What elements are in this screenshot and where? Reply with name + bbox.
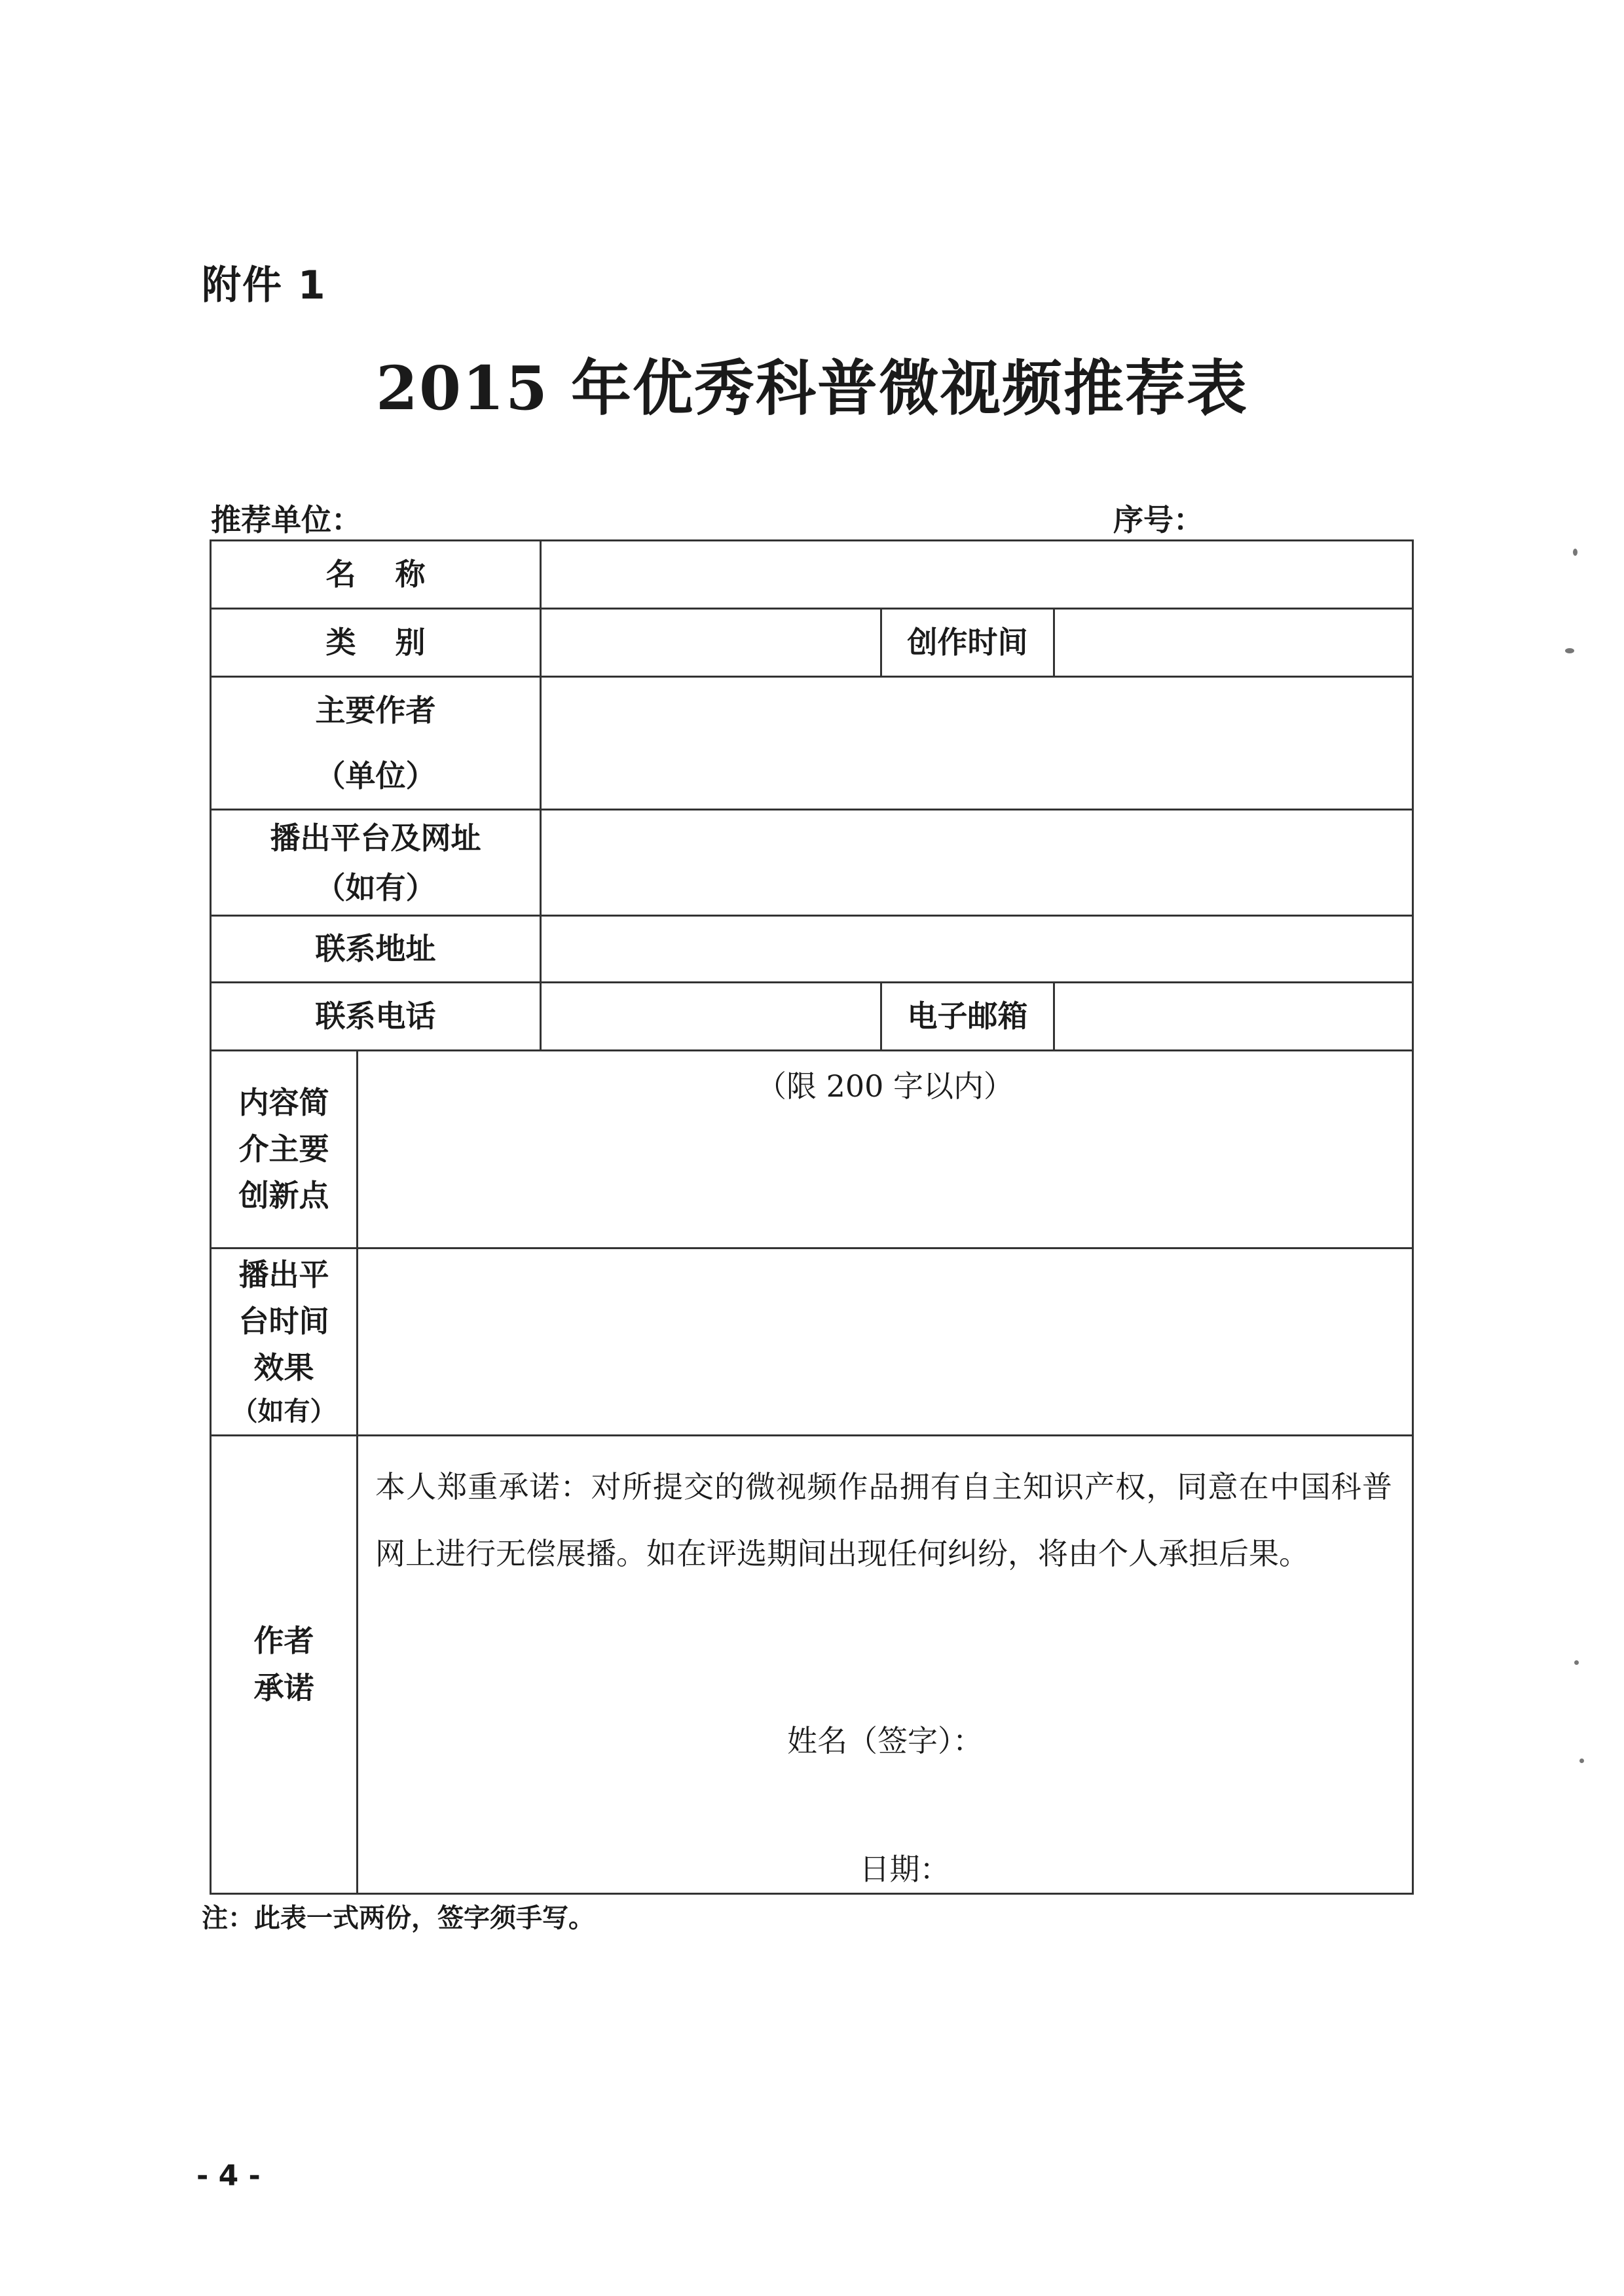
recommendation-form-table [210, 539, 1414, 1895]
pledge-text: 本人郑重承诺：对所提交的微视频作品拥有自主知识产权，同意在中国科普网上进行无偿展播。如在评选期间出现任何纠纷，将由个人承担后果。 [375, 1469, 1392, 1571]
document-title: 2015 年优秀科普微视频推荐表 [375, 353, 1249, 424]
category-label: 类别 [211, 609, 541, 677]
attachment-label: 附件 1 [202, 263, 327, 308]
signature-label: 姓名（签字）： [787, 1723, 983, 1758]
category-field[interactable] [541, 609, 881, 677]
broadcast-line-2: 台时间 [238, 1303, 329, 1339]
row-broadcast [211, 1248, 1413, 1436]
intro-line-1: 内容简 [238, 1084, 329, 1120]
contact-phone-field[interactable] [541, 983, 881, 1051]
row-contact-address [211, 916, 1413, 983]
pledge-label [211, 1436, 358, 1894]
platform-url-field[interactable] [541, 810, 1413, 916]
row-platform [211, 810, 1413, 916]
broadcast-label [211, 1248, 358, 1436]
row-name [211, 541, 1413, 609]
creation-time-label: 创作时间 [881, 609, 1054, 677]
intro-field[interactable] [358, 1051, 1413, 1248]
platform-url-label [211, 810, 541, 916]
row-category [211, 609, 1413, 677]
name-field[interactable] [541, 541, 1413, 609]
broadcast-line-1: 播出平 [238, 1256, 329, 1292]
footnote: 注：此表一式两份，签字须手写。 [202, 1903, 595, 1933]
intro-line-3: 创新点 [238, 1178, 329, 1214]
pledge-line-2: 承诺 [253, 1669, 314, 1705]
main-author-label [211, 677, 541, 810]
scan-speck [1573, 549, 1578, 556]
name-label: 名称 [211, 541, 541, 609]
main-author-field[interactable] [541, 677, 1413, 810]
pledge-line-1: 作者 [253, 1623, 314, 1659]
main-author-text: 主要作者 [315, 693, 436, 728]
contact-address-label: 联系地址 [211, 916, 541, 983]
row-pledge [211, 1436, 1413, 1894]
scan-speck [1574, 1660, 1579, 1665]
broadcast-if-any: （如有） [231, 1396, 337, 1427]
pledge-field [358, 1436, 1413, 1894]
broadcast-field[interactable] [358, 1248, 1413, 1436]
contact-phone-label: 联系电话 [211, 983, 541, 1051]
row-main-author [211, 677, 1413, 810]
recommend-unit-label: 推荐单位： [211, 502, 361, 538]
serial-number-label: 序号： [1113, 502, 1204, 538]
creation-time-field[interactable] [1054, 609, 1413, 677]
intro-line-2: 介主要 [238, 1131, 329, 1167]
scan-speck [1579, 1758, 1584, 1763]
row-contact-phone [211, 983, 1413, 1051]
intro-limit-note: （限 200 字以内） [756, 1068, 1014, 1104]
contact-address-field[interactable] [541, 916, 1413, 983]
email-field[interactable] [1054, 983, 1413, 1051]
intro-label [211, 1051, 358, 1248]
author-unit-text: （单位） [315, 758, 436, 793]
broadcast-line-3: 效果 [253, 1350, 314, 1386]
row-intro [211, 1051, 1413, 1248]
platform-url-text: 播出平台及网址 [270, 820, 481, 856]
email-label: 电子邮箱 [881, 983, 1054, 1051]
page-number: - 4 - [196, 2159, 261, 2193]
platform-if-any-text: （如有） [315, 869, 436, 905]
date-label: 日期： [859, 1851, 950, 1887]
scan-speck [1565, 648, 1574, 653]
